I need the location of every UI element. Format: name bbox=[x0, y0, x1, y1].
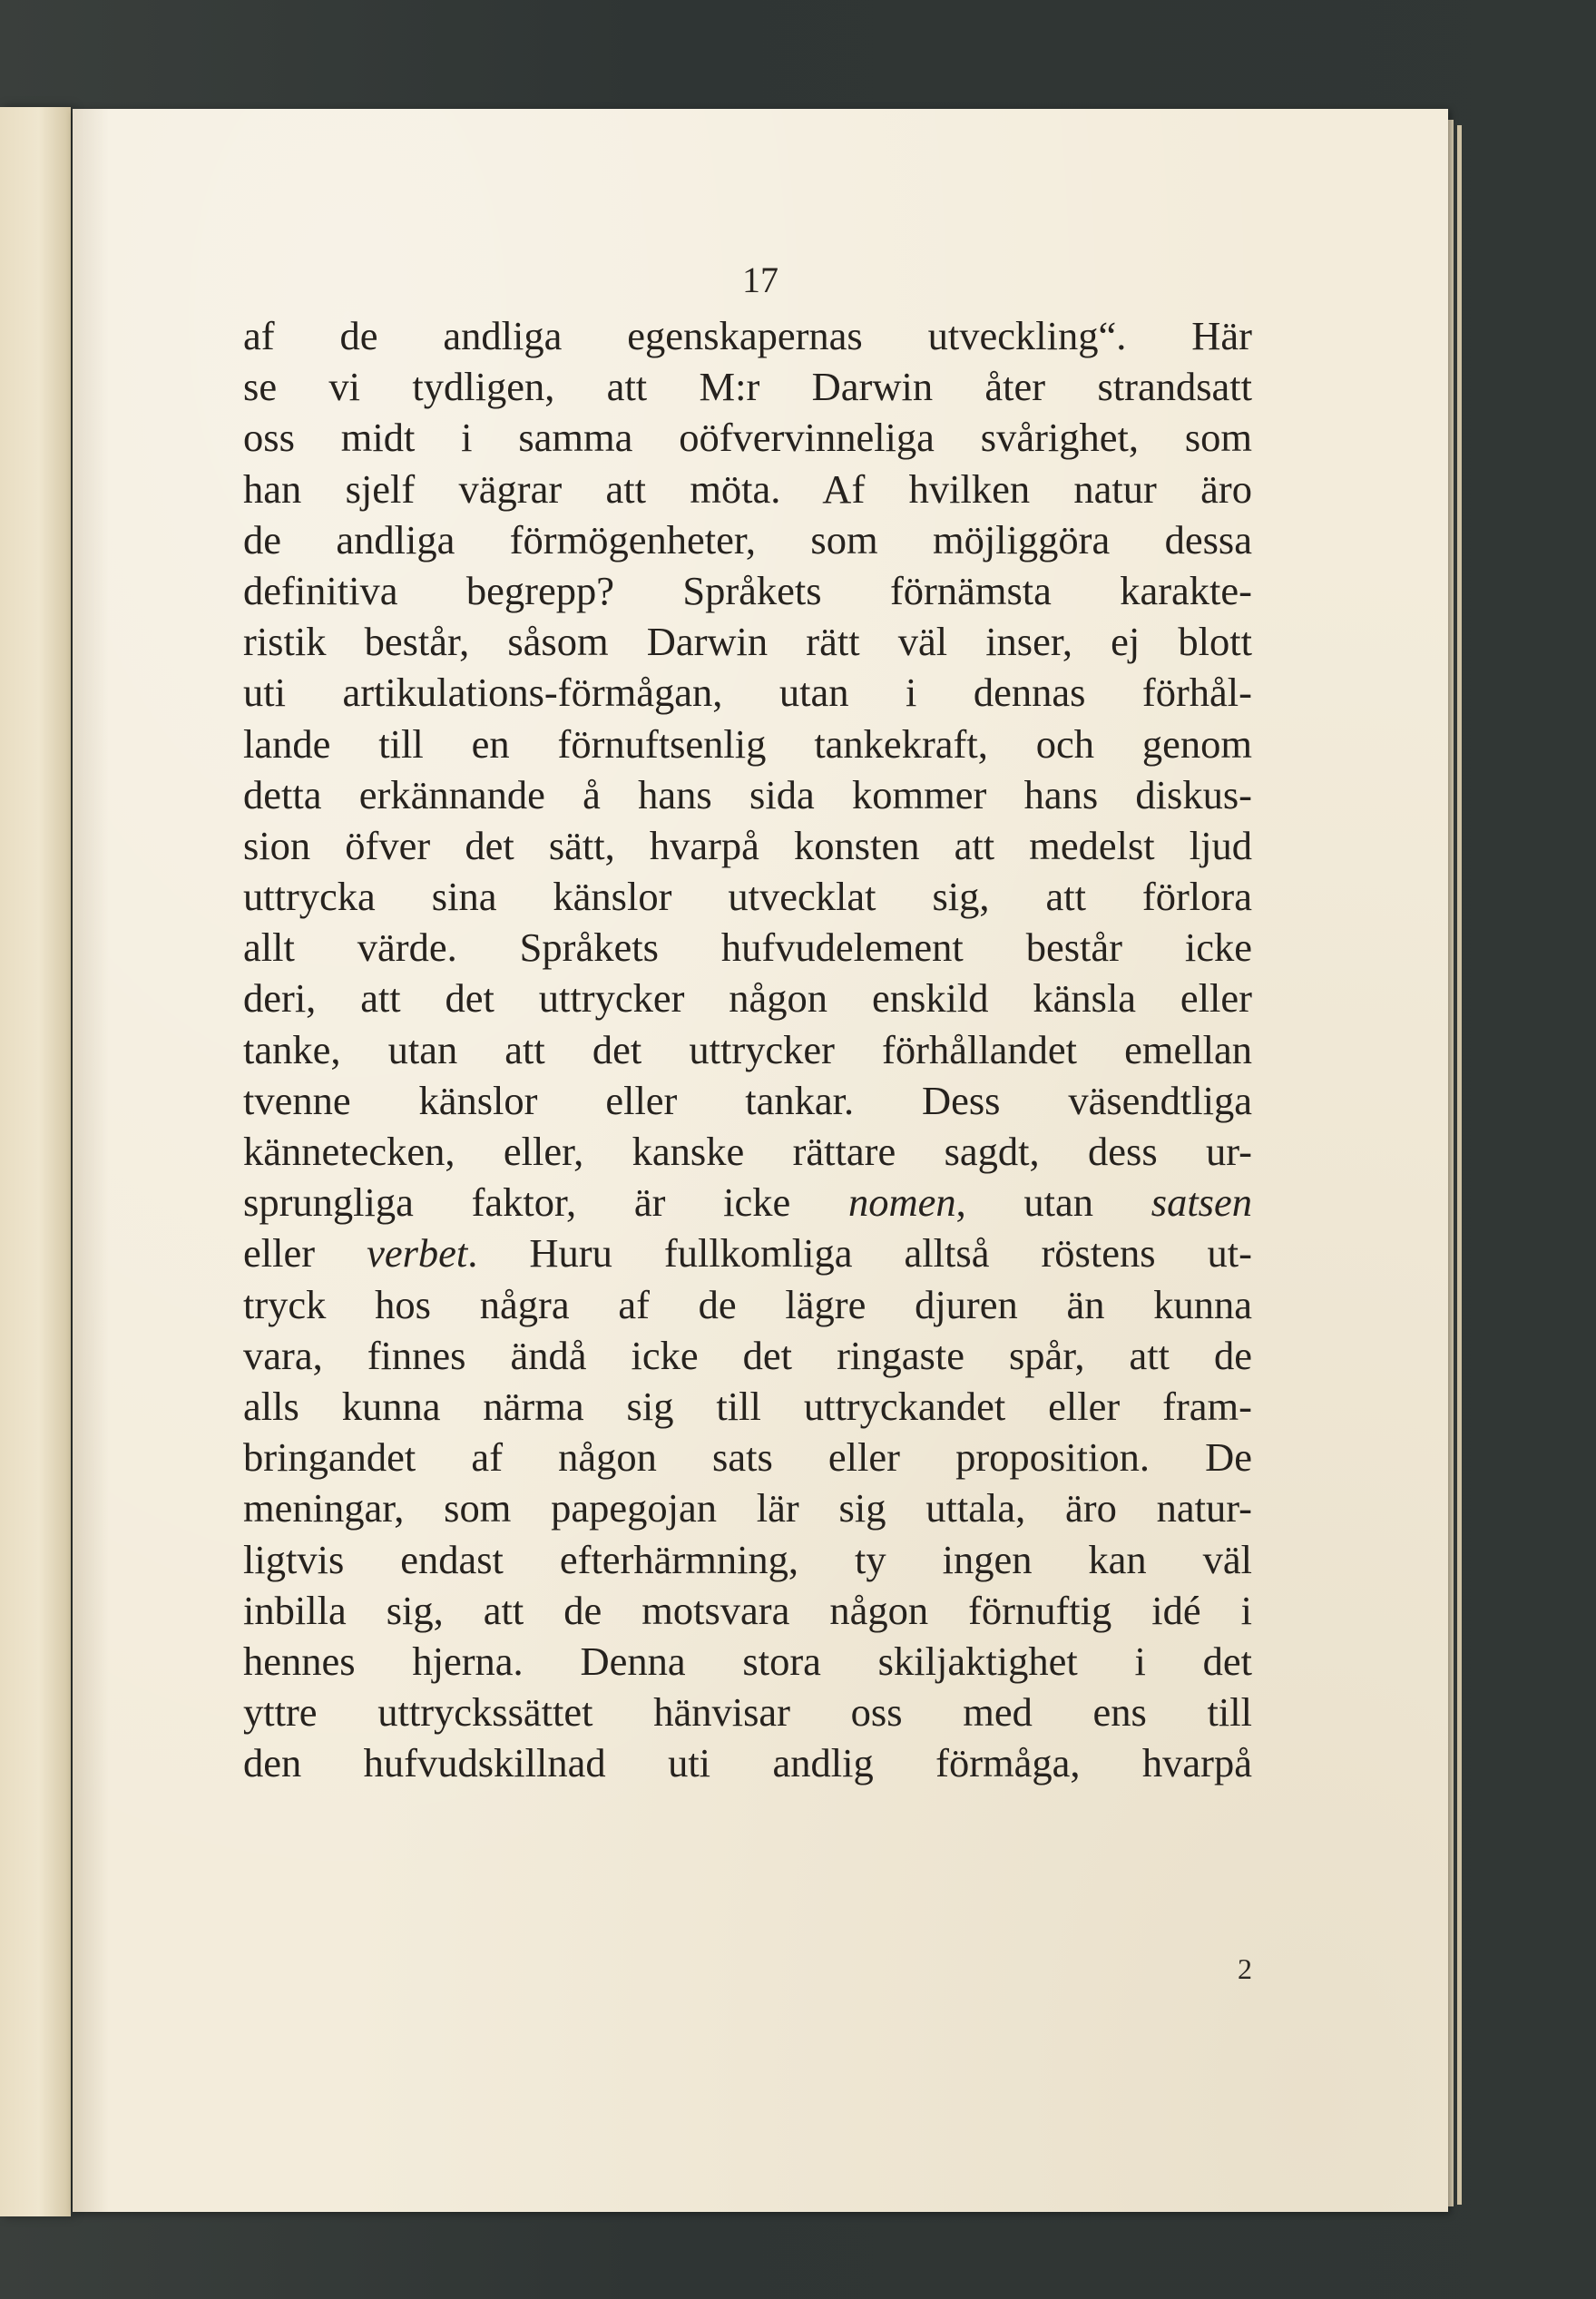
text-line: deri, att det uttrycker någon enskild känsla eller bbox=[243, 975, 1252, 1022]
text-line: han sjelf vägrar att möta. Af hvilken natur äro bbox=[243, 465, 1252, 512]
text-run: , utan bbox=[955, 1179, 1151, 1226]
text-line-with-italics bbox=[243, 1228, 1252, 1278]
text-line-with-italics bbox=[243, 1177, 1252, 1228]
text-line: tvenne känslor eller tankar. Dess väsendtliga bbox=[243, 1077, 1252, 1123]
text-line: lande till en förnuftsenlig tankekraft, och genom bbox=[243, 720, 1252, 767]
italic-term-nomen: nomen bbox=[847, 1179, 956, 1226]
text-line: se vi tydligen, att M:r Darwin åter strandsatt bbox=[243, 364, 1252, 410]
page-stack-edge bbox=[1457, 125, 1462, 2205]
text-line: bringandet af någon sats eller proposition. De bbox=[243, 1434, 1252, 1481]
text-line: detta erkännande å hans sida kommer hans diskus- bbox=[243, 771, 1252, 817]
text-line: sion öfver det sätt, hvarpå konsten att medelst ljud bbox=[243, 822, 1252, 868]
text-line: tanke, utan att det uttrycker förhållandet emellan bbox=[243, 1026, 1252, 1072]
text-run: . Huru fullkomliga alltså röstens ut- bbox=[467, 1230, 1252, 1277]
text-line: meningar, som papegojan lär sig uttala, äro natur- bbox=[243, 1485, 1252, 1531]
text-line: ligtvis endast efterhärmning, ty ingen kan väl bbox=[243, 1536, 1252, 1582]
text-line: uttrycka sina känslor utvecklat sig, att förlora bbox=[243, 874, 1252, 920]
text-line: yttre uttryckssättet hänvisar oss med ens till bbox=[243, 1689, 1252, 1736]
text-line: oss midt i samma oöfvervinneliga svårighet, som bbox=[243, 415, 1252, 461]
text-line: den hufvudskillnad uti andlig förmåga, hvarpå bbox=[243, 1740, 1252, 1786]
text-line: ristik består, såsom Darwin rätt väl inser, ej blott bbox=[243, 619, 1252, 665]
book-page bbox=[73, 109, 1448, 2212]
text-run: sprungliga faktor, är icke bbox=[243, 1179, 848, 1226]
body-text bbox=[243, 310, 1252, 1788]
text-line: definitiva begrepp? Språkets förnämsta karakte- bbox=[243, 567, 1252, 613]
text-line: allt värde. Språkets hufvudelement består icke bbox=[243, 924, 1252, 971]
text-line: uti artikulations-förmågan, utan i dennas förhål- bbox=[243, 670, 1252, 716]
text-line: vara, finnes ändå icke det ringaste spår, att de bbox=[243, 1332, 1252, 1378]
text-line: de andliga förmögenheter, som möjliggöra dessa bbox=[243, 516, 1252, 563]
page-number: 17 bbox=[742, 259, 778, 300]
signature-mark: 2 bbox=[1238, 1952, 1252, 1985]
text-line: hennes hjerna. Denna stora skiljaktighet i det bbox=[243, 1638, 1252, 1684]
facing-page-edge bbox=[0, 107, 71, 2216]
text-line: tryck hos några af de lägre djuren än kunna bbox=[243, 1281, 1252, 1327]
italic-term-verbet: verbet bbox=[367, 1230, 468, 1277]
text-line: kännetecken, eller, kanske rättare sagdt, dess ur- bbox=[243, 1129, 1252, 1174]
text-line: af de andliga egenskapernas utveckling“. Här bbox=[243, 313, 1252, 358]
italic-term-satsen: satsen bbox=[1150, 1179, 1252, 1226]
text-run: eller bbox=[243, 1230, 367, 1277]
text-line: inbilla sig, att de motsvara någon förnuftig idé i bbox=[243, 1587, 1252, 1633]
text-line: alls kunna närma sig till uttryckandet eller fram- bbox=[243, 1383, 1252, 1429]
page-stack-edge bbox=[1448, 120, 1454, 2206]
